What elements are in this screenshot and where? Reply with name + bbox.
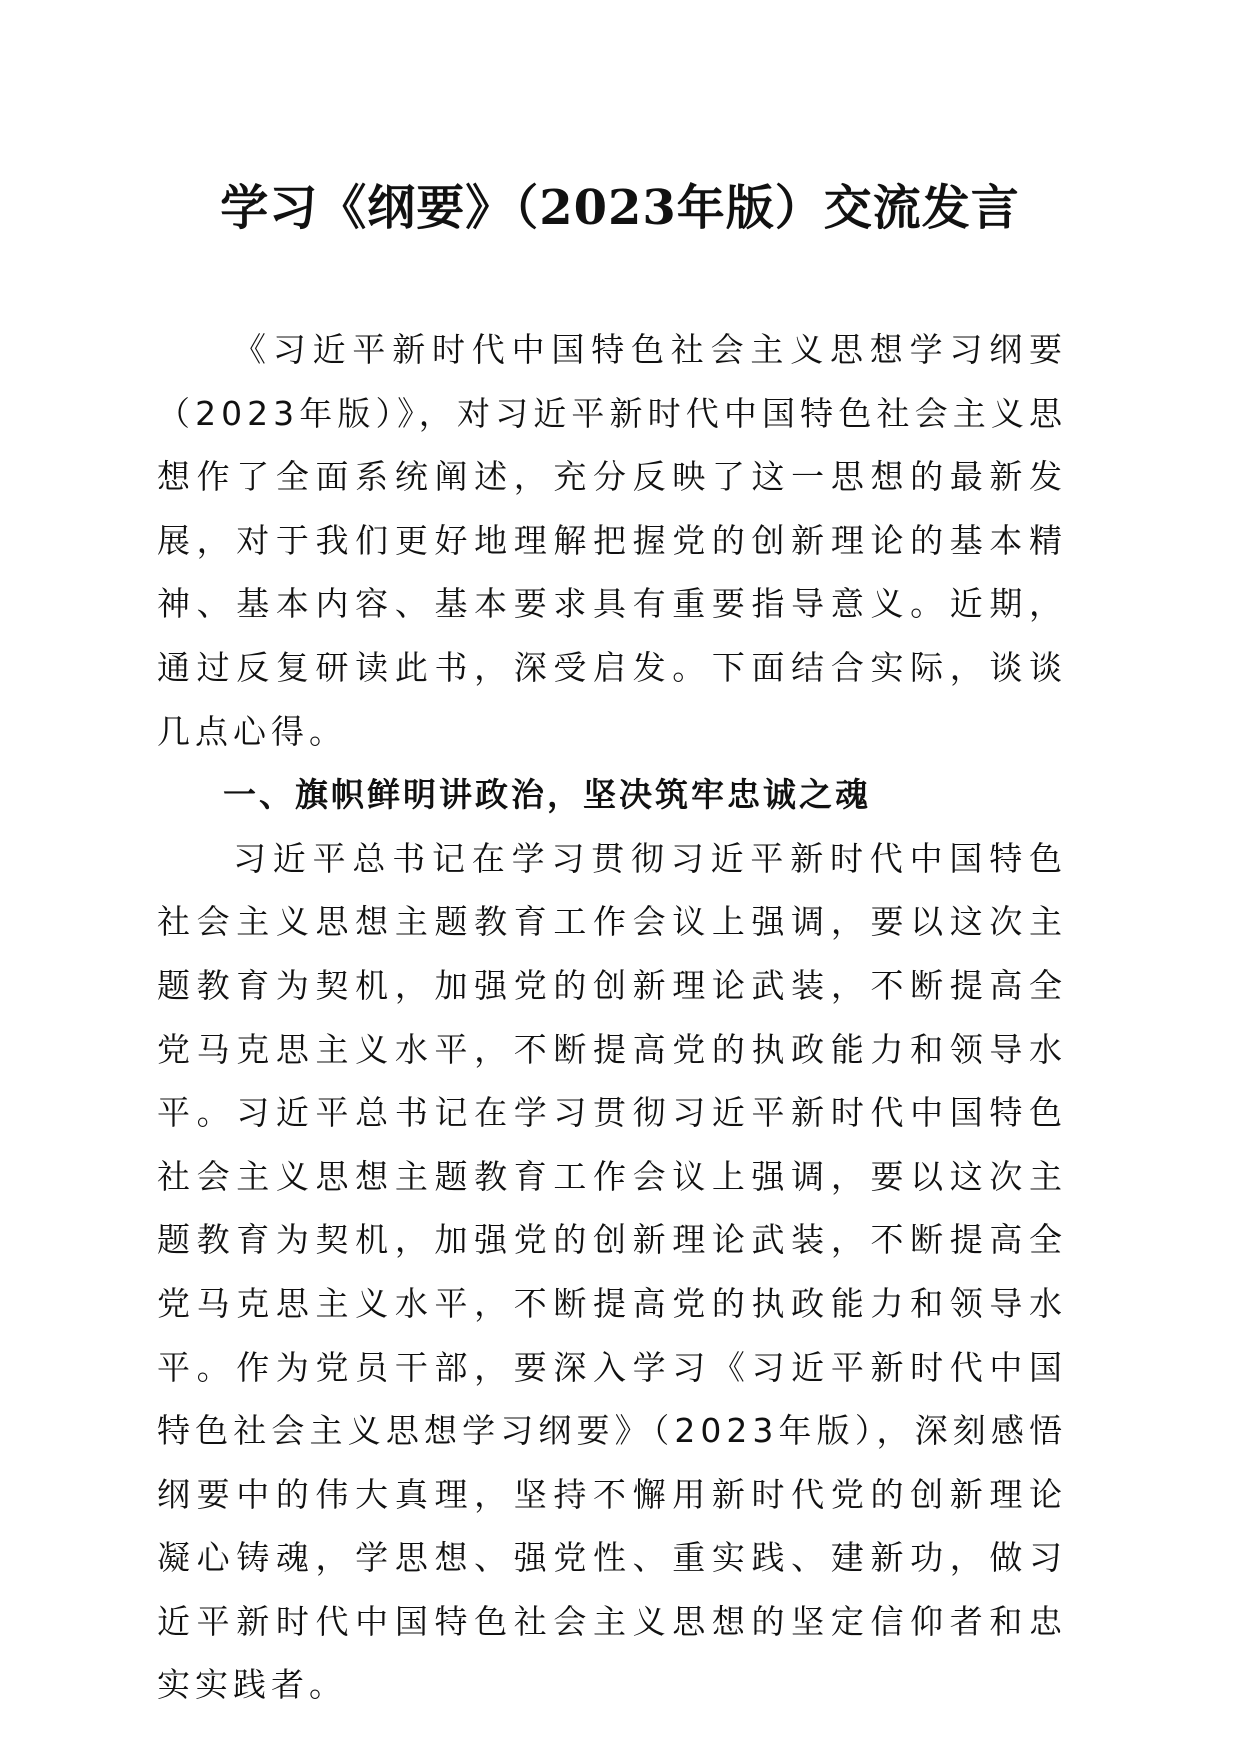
document-body <box>157 318 1067 1717</box>
section-heading-1: 一、旗帜鲜明讲政治，坚决筑牢忠诚之魂 <box>223 775 871 815</box>
intro-paragraph: 《习近平新时代中国特色社会主义思想学习纲要（2023年版）》，对习近平新时代中国特色社会主义思想作了全面系统阐述，充分反映了这一思想的最新发展，对于我们更好地理解把握党的创新理论的基本精神、基本内容、基本要求具有重要指导意义。近期，通过反复研读此书，深受启发。下面结合实际，谈谈几点心得。 <box>157 330 1067 751</box>
document-title: 学习《纲要》（2023年版）交流发言 <box>220 180 1020 236</box>
section-1-paragraph: 习近平总书记在学习贯彻习近平新时代中国特色社会主义思想主题教育工作会议上强调，要以这次主题教育为契机，加强党的创新理论武装，不断提高全党马克思主义水平，不断提高党的执政能力和领导水平。习近平总书记在学习贯彻习近平新时代中国特色社会主义思想主题教育工作会议上强调，要以这次主题教育为契机，加强党的创新理论武装，不断提高全党马克思主义水平，不断提高党的执政能力和领导水平。作为党员干部，要深入学习《习近平新时代中国特色社会主义思想学习纲要》（2023年版），深刻感悟纲要中的伟大真理，坚持不懈用新时代党的创新理论凝心铸魂，学思想、强党性、重实践、建新功，做习近平新时代中国特色社会主义思想的坚定信仰者和忠实实践者。 <box>157 838 1067 1705</box>
